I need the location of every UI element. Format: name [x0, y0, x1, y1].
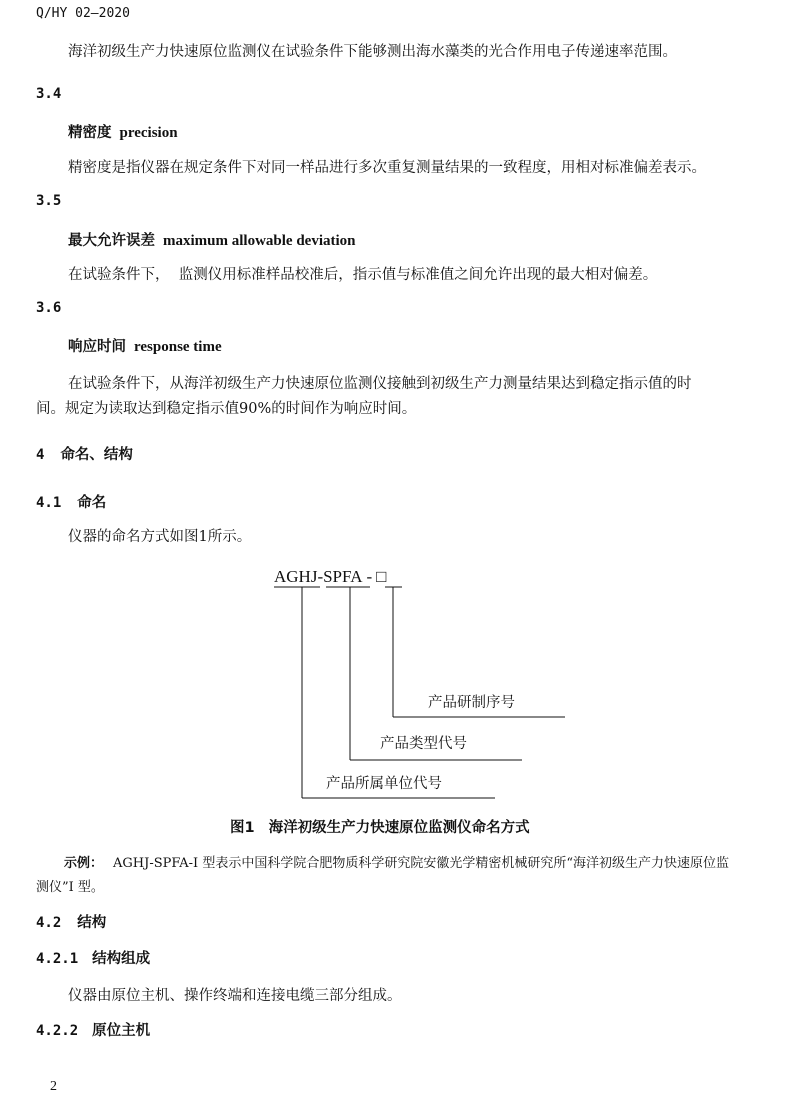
model-box: □	[376, 567, 387, 586]
clause-number-3-4: 3.4	[36, 86, 62, 102]
intro-paragraph: 海洋初级生产力快速原位监测仪在试验条件下能够测出海水藻类的光合作用电子传递速率范围。	[68, 44, 677, 60]
section-title: 命名	[77, 495, 107, 511]
definition-response-time-line1: 在试验条件下，从海洋初级生产力快速原位监测仪接触到初级生产力测量结果达到稳定指示值的时	[68, 376, 692, 392]
page-number: 2	[50, 1079, 57, 1094]
section-4-2-2-heading	[36, 1019, 150, 1040]
term-zh: 响应时间	[68, 339, 126, 355]
term-en: response time	[134, 339, 222, 355]
section-number: 4	[36, 447, 45, 463]
figure-title: 海洋初级生产力快速原位监测仪命名方式	[268, 820, 530, 836]
label-type-code: 产品类型代号	[380, 736, 467, 752]
model-dash: -	[366, 567, 373, 586]
example-text: AGHJ-SPFA-I 型表示中国科学院合肥物质科学研究院安徽光学精密机械研究所“海洋初级生产力快速原位监	[113, 856, 729, 871]
term-en: precision	[119, 125, 178, 141]
definition-precision: 精密度是指仪器在规定条件下对同一样品进行多次重复测量结果的一致程度，用相对标准偏差表示。	[68, 160, 706, 176]
term-en: maximum allowable deviation	[163, 233, 356, 249]
section-number: 4.2.1	[36, 951, 79, 967]
section-number: 4.2	[36, 915, 62, 931]
section-4-2-1-heading	[36, 947, 150, 968]
label-unit-code: 产品所属单位代号	[326, 776, 442, 792]
naming-intro: 仪器的命名方式如图1所示。	[68, 529, 252, 545]
figure-number: 图1	[230, 820, 255, 836]
structure-composition: 仪器由原位主机、操作终端和连接电缆三部分组成。	[68, 988, 402, 1004]
example-line2: 测仪”I 型。	[36, 880, 104, 895]
example-line1	[64, 852, 729, 871]
definition-max-deviation: 在试验条件下， 监测仪用标准样品校准后，指示值与标准值之间允许出现的最大相对偏差。	[68, 267, 658, 283]
section-title: 结构	[77, 915, 107, 931]
model-prefix: AGHJ-SPFA	[274, 567, 363, 586]
section-title: 命名、结构	[60, 447, 133, 463]
label-serial-number: 产品研制序号	[428, 695, 515, 711]
clause-number-3-5: 3.5	[36, 193, 62, 209]
section-number: 4.2.2	[36, 1023, 79, 1039]
term-zh: 精密度	[68, 125, 112, 141]
example-label: 示例：	[64, 856, 104, 871]
section-title: 结构组成	[92, 951, 151, 967]
section-4-2-heading	[36, 911, 106, 932]
section-number: 4.1	[36, 495, 62, 511]
term-zh: 最大允许误差	[68, 233, 155, 249]
document-code: Q/HY 02—2020	[36, 6, 130, 21]
figure-caption	[230, 816, 530, 837]
section-title: 原位主机	[92, 1023, 151, 1039]
clause-number-3-6: 3.6	[36, 300, 62, 316]
definition-response-time-line2: 间。规定为读取达到稳定指示值90%的时间作为响应时间。	[36, 401, 417, 417]
